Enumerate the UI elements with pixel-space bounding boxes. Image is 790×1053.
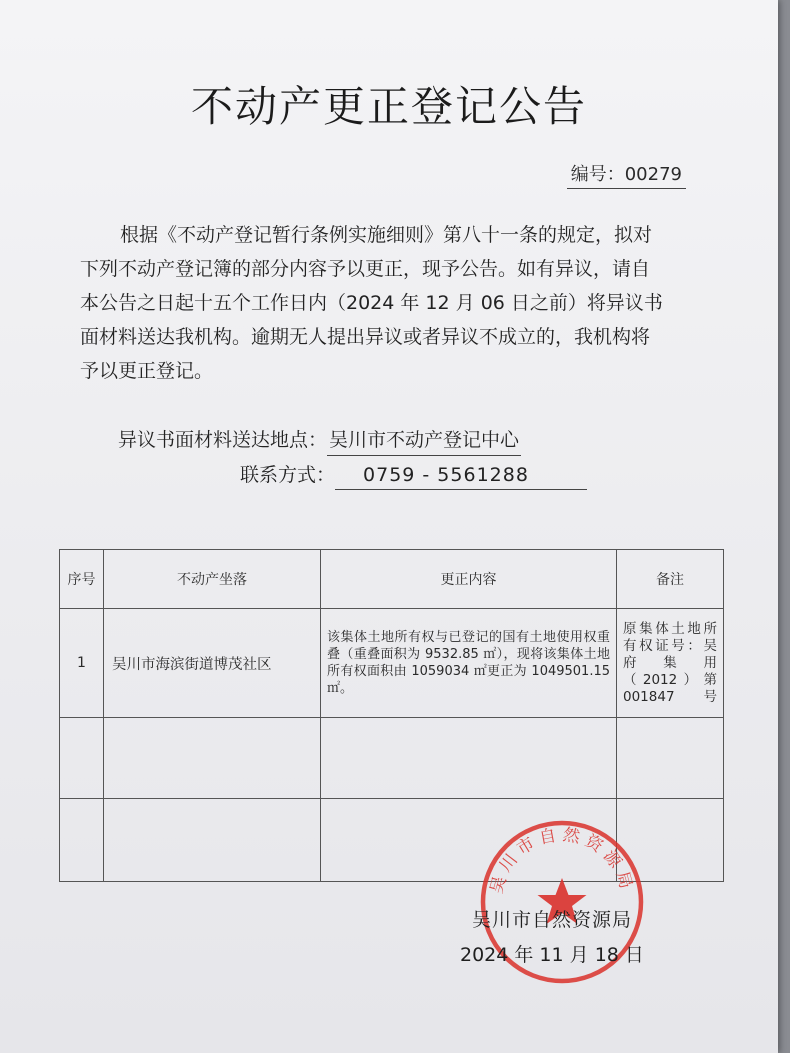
header-note: 备注	[617, 550, 724, 609]
header-location: 不动产坐落	[104, 550, 321, 609]
issue-date: 2024 年 11 月 18 日	[460, 944, 644, 966]
body-line: 根据《不动产登记暂行条例实施细则》第八十一条的规定，拟对	[120, 224, 653, 246]
contact-label: 联系方式：	[240, 464, 336, 486]
body-line: 本公告之日起十五个工作日内（2024 年 12 月 06 日之前）将异议书	[80, 292, 663, 314]
cell-note	[617, 718, 724, 799]
body-line: 面材料送达我机构。逾期无人提出异议或者异议不成立的，我机构将	[80, 326, 651, 348]
doc-no-value: 00279	[624, 164, 682, 185]
issuer-name: 吴川市自然资源局	[472, 909, 633, 931]
cell-content: 该集体土地所有权与已登记的国有土地使用权重叠（重叠面积为 9532.85 ㎡），现将该集体土地所有权面积由 1059034 ㎡更正为 1049501.15 ㎡。	[321, 609, 617, 718]
cell-seq: 1	[60, 609, 104, 718]
cell-note: 原集体土地所有权证号：吴府集用（2012）第001847号	[617, 609, 724, 718]
body-line: 予以更正登记。	[80, 360, 214, 382]
body-line: 下列不动产登记簿的部分内容予以更正，现予公告。如有异议，请自	[80, 258, 651, 280]
header-seq: 序号	[60, 550, 104, 609]
contact-row	[240, 460, 587, 490]
notice-body	[80, 218, 710, 388]
table-row	[60, 718, 724, 799]
header-content: 更正内容	[321, 550, 617, 609]
document-number	[567, 160, 686, 189]
cell-location	[104, 799, 321, 882]
contact-phone: 0759 - 5561288	[335, 464, 587, 490]
delivery-place: 吴川市不动产登记中心	[327, 425, 521, 456]
table-row	[60, 609, 724, 718]
delivery-label: 异议书面材料送达地点：	[118, 429, 328, 451]
cell-seq	[60, 799, 104, 882]
svg-text:吴川市自然资源局: 吴川市自然资源局	[486, 824, 638, 896]
doc-no-label: 编号：	[570, 164, 625, 185]
delivery-place-row	[118, 425, 521, 456]
cell-location: 吴川市海滨街道博茂社区	[104, 609, 321, 718]
cell-seq	[60, 718, 104, 799]
cell-location	[104, 718, 321, 799]
notice-title: 不动产更正登记公告	[190, 82, 587, 131]
table-header-row	[60, 550, 724, 609]
cell-content	[321, 718, 617, 799]
